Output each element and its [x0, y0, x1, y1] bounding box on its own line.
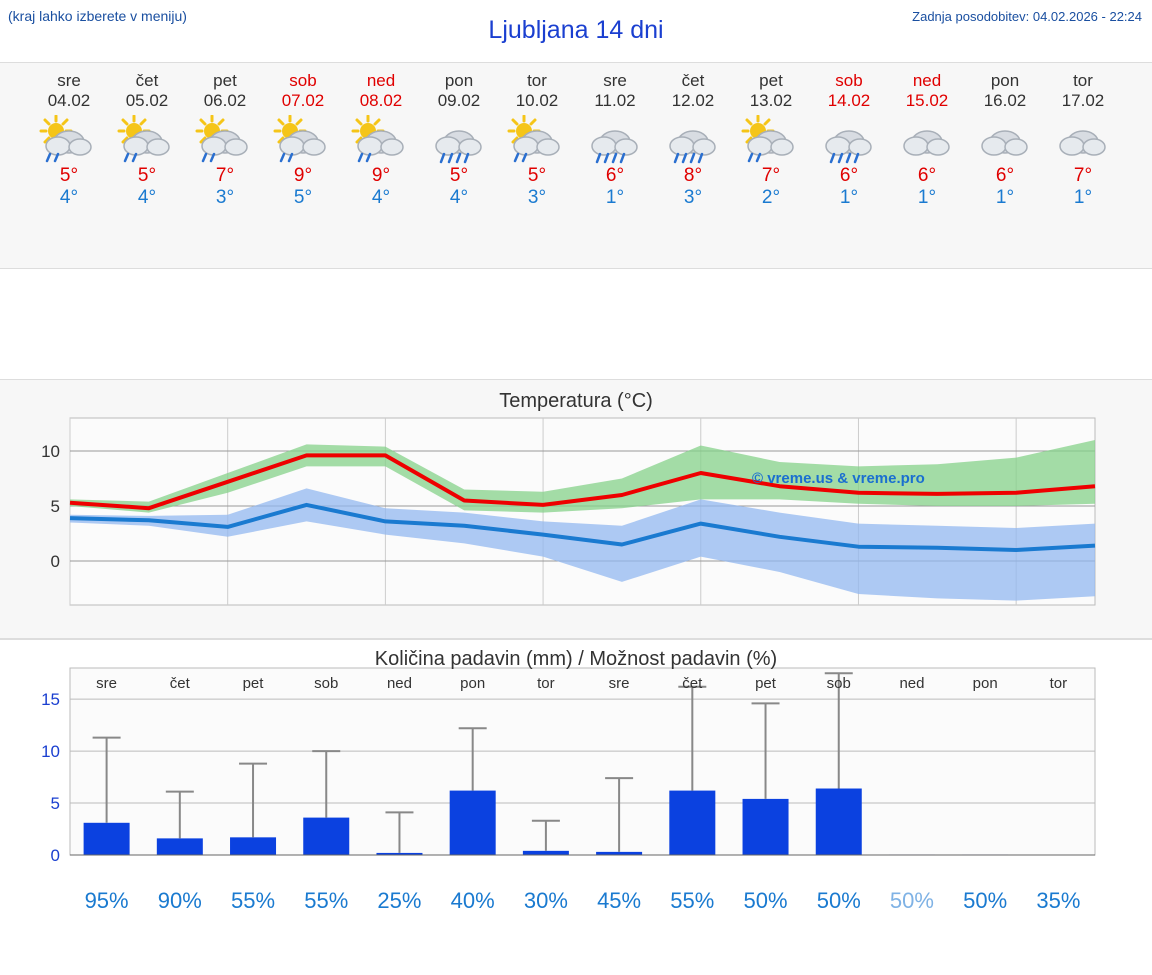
forecast-day-column[interactable]: [576, 63, 654, 209]
forecast-day-column[interactable]: [810, 63, 888, 209]
precip-day-label: sre: [96, 675, 118, 692]
precipitation-chart: [0, 639, 1152, 940]
forecast-day-name: pon: [444, 71, 474, 90]
forecast-day-name: čet: [135, 71, 159, 90]
weather-sun-rain-icon: [342, 115, 420, 163]
forecast-day-date: 17.02: [1061, 91, 1105, 110]
weather-cloud-rain-icon: [576, 115, 654, 163]
forecast-day-date: 15.02: [905, 91, 949, 110]
precip-day-label: ned: [899, 675, 925, 692]
forecast-strip: [0, 62, 1152, 269]
svg-text:10: 10: [41, 442, 60, 461]
forecast-day-date: 04.02: [47, 91, 91, 110]
precip-probability: 40%: [450, 888, 495, 913]
svg-text:0: 0: [50, 552, 60, 571]
precip-day-label: pon: [972, 675, 998, 692]
forecast-day-name: čet: [681, 71, 705, 90]
forecast-day-column[interactable]: [498, 63, 576, 209]
precip-day-label: pon: [460, 675, 486, 692]
forecast-temp-max: 5°: [527, 165, 547, 186]
forecast-day-date: 11.02: [594, 91, 636, 110]
forecast-temp-min: 3°: [683, 187, 703, 208]
forecast-temp-min: 4°: [59, 187, 79, 208]
forecast-temp-min: 2°: [761, 187, 781, 208]
forecast-day-name: pon: [990, 71, 1020, 90]
temperature-chart-title: Temperatura (°C): [499, 390, 653, 412]
forecast-temp-max: 6°: [605, 165, 625, 186]
forecast-day-column[interactable]: [420, 63, 498, 209]
forecast-day-name: sre: [603, 71, 627, 90]
weather-sun-rain-icon: [186, 115, 264, 163]
precip-probability: 30%: [523, 888, 568, 913]
last-update: Zadnja posodobitev: 04.02.2026 - 22:24: [912, 9, 1142, 24]
forecast-day-name: ned: [912, 71, 942, 90]
forecast-day-name: pet: [759, 71, 783, 90]
forecast-day-date: 07.02: [281, 91, 325, 110]
precip-day-label: pet: [755, 675, 776, 692]
precip-day-label: ned: [386, 675, 412, 692]
precip-probability: 90%: [157, 888, 202, 913]
forecast-day-column[interactable]: [264, 63, 342, 209]
forecast-temp-max: 9°: [293, 165, 313, 186]
precip-probability: 55%: [670, 888, 715, 913]
weather-cloud-icon: [1044, 115, 1122, 163]
forecast-temp-max: 9°: [371, 165, 391, 186]
forecast-day-name: sob: [835, 71, 863, 90]
forecast-day-name: tor: [527, 71, 547, 90]
forecast-temp-max: 7°: [1073, 165, 1093, 186]
weather-sun-rain-icon: [264, 115, 342, 163]
precip-probability: 45%: [597, 888, 642, 913]
forecast-day-date: 06.02: [203, 91, 247, 110]
forecast-temp-min: 1°: [605, 187, 625, 208]
precip-probability: 50%: [743, 888, 788, 913]
forecast-day-date: 16.02: [983, 91, 1027, 110]
precip-day-label: čet: [169, 675, 190, 692]
precip-day-label: pet: [242, 675, 264, 692]
forecast-temp-min: 1°: [995, 187, 1015, 208]
svg-text:10: 10: [41, 742, 60, 762]
precip-probability: 95%: [84, 888, 129, 913]
credit-text: © vreme.us & vreme.pro: [752, 470, 925, 487]
forecast-temp-min: 4°: [137, 187, 157, 208]
weather-cloud-icon: [888, 115, 966, 163]
forecast-day-name: sre: [57, 71, 81, 90]
menu-hint: (kraj lahko izberete v meniju): [8, 8, 187, 24]
precipitation-chart-title: Količina padavin (mm) / Možnost padavin (%): [374, 648, 778, 670]
svg-text:5: 5: [50, 497, 60, 516]
forecast-day-column[interactable]: [1044, 63, 1122, 209]
forecast-day-column[interactable]: [186, 63, 264, 209]
svg-text:0: 0: [50, 846, 60, 865]
forecast-day-date: 12.02: [671, 91, 715, 110]
weather-cloud-rain-icon: [654, 115, 732, 163]
forecast-temp-max: 7°: [215, 165, 235, 186]
svg-text:15: 15: [41, 690, 60, 710]
weather-sun-rain-icon: [732, 115, 810, 163]
forecast-day-date: 08.02: [359, 91, 403, 110]
spacer: [0, 269, 1152, 379]
forecast-day-column[interactable]: [888, 63, 966, 209]
precip-probability: 50%: [889, 888, 934, 913]
forecast-day-name: pet: [213, 71, 237, 90]
weather-sun-rain-icon: [108, 115, 186, 163]
forecast-temp-max: 6°: [917, 165, 937, 186]
forecast-day-date: 05.02: [125, 91, 169, 110]
weather-sun-rain-icon: [30, 115, 108, 163]
forecast-day-name: sob: [289, 71, 317, 90]
temperature-chart: [0, 379, 1152, 639]
forecast-day-date: 10.02: [515, 91, 559, 110]
precip-day-label: čet: [682, 675, 703, 692]
temperature-plot: [0, 380, 1152, 638]
weather-cloud-rain-icon: [810, 115, 888, 163]
forecast-temp-min: 4°: [371, 187, 391, 208]
precip-probability: 50%: [816, 888, 861, 913]
precip-day-label: tor: [1049, 675, 1068, 692]
forecast-temp-min: 1°: [839, 187, 859, 208]
weather-sun-rain-icon: [498, 115, 576, 163]
forecast-temp-min: 3°: [527, 187, 547, 208]
page-header: [0, 0, 1152, 62]
forecast-day-column[interactable]: [654, 63, 732, 209]
forecast-day-date: 14.02: [827, 91, 871, 110]
page-title: Ljubljana 14 dni: [488, 16, 664, 44]
precip-probability: 55%: [231, 888, 276, 913]
precip-probability: 50%: [963, 888, 1008, 913]
forecast-day-column[interactable]: [342, 63, 420, 209]
precip-probability: 35%: [1036, 888, 1081, 913]
forecast-temp-min: 5°: [293, 187, 313, 208]
forecast-temp-min: 1°: [1073, 187, 1093, 208]
forecast-temp-max: 8°: [683, 165, 703, 186]
forecast-temp-min: 4°: [449, 187, 469, 208]
precip-probability: 25%: [377, 888, 422, 913]
forecast-day-column[interactable]: [732, 63, 810, 209]
forecast-day-name: ned: [366, 71, 396, 90]
forecast-day-name: tor: [1073, 71, 1093, 90]
svg-text:5: 5: [50, 794, 60, 814]
forecast-day-column[interactable]: [30, 63, 108, 209]
precip-day-label: sre: [608, 675, 630, 692]
forecast-temp-max: 5°: [449, 165, 469, 186]
forecast-temp-min: 3°: [215, 187, 235, 208]
forecast-temp-max: 5°: [137, 165, 157, 186]
forecast-temp-max: 7°: [761, 165, 781, 186]
forecast-day-column[interactable]: [108, 63, 186, 209]
forecast-day-date: 13.02: [749, 91, 793, 110]
precip-day-label: sob: [314, 675, 339, 692]
precip-day-label: sob: [826, 675, 851, 692]
forecast-temp-max: 6°: [995, 165, 1015, 186]
precip-day-label: tor: [537, 675, 555, 692]
forecast-temp-max: 5°: [59, 165, 79, 186]
forecast-day-date: 09.02: [437, 91, 481, 110]
forecast-temp-min: 1°: [917, 187, 937, 208]
forecast-day-column[interactable]: [966, 63, 1044, 209]
weather-cloud-icon: [966, 115, 1044, 163]
weather-cloud-rain-icon: [420, 115, 498, 163]
forecast-temp-max: 6°: [839, 165, 859, 186]
precip-probability: 55%: [304, 888, 349, 913]
